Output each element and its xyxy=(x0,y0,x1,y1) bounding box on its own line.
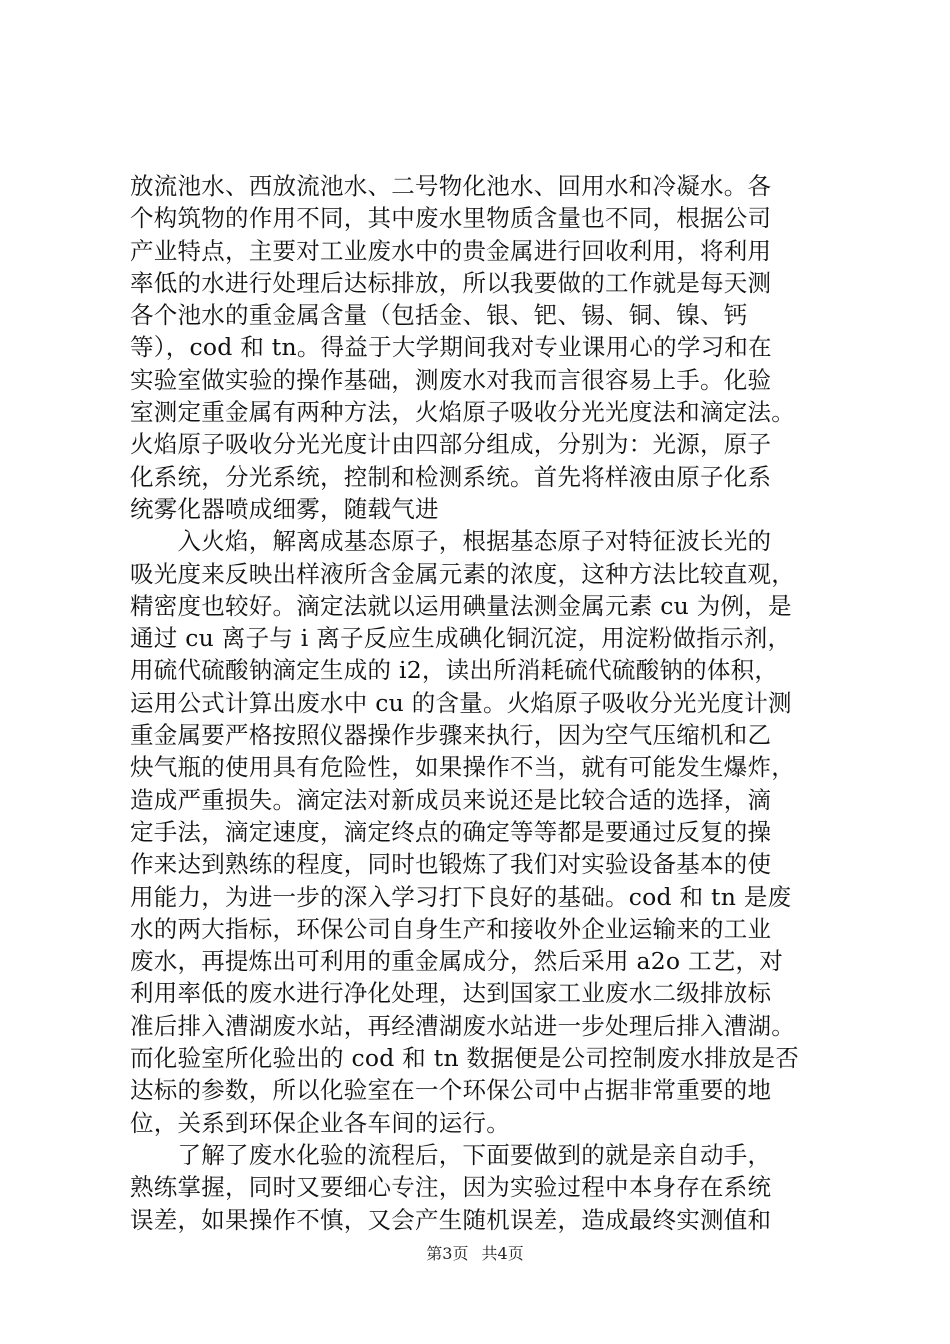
text-line: 造成严重损失。滴定法对新成员来说还是比较合适的选择，滴 xyxy=(130,785,772,814)
text-line: 吸光度来反映出样液所含金属元素的浓度，这种方法比较直观， xyxy=(130,559,795,588)
text-line: 误差，如果操作不慎，又会产生随机误差，造成最终实测值和 xyxy=(130,1205,772,1234)
text-line: 位，关系到环保企业各车间的运行。 xyxy=(130,1108,510,1137)
text-line: 产业特点，主要对工业废水中的贵金属进行回收利用，将利用 xyxy=(130,236,772,265)
text-line: 入火焰，解离成基态原子，根据基态原子对特征波长光的 xyxy=(130,527,772,556)
text-line: 率低的水进行处理后达标排放，所以我要做的工作就是每天测 xyxy=(130,268,772,297)
text-line: 准后排入漕湖废水站，再经漕湖废水站进一步处理后排入漕湖。 xyxy=(130,1011,795,1040)
text-line: 达标的参数，所以化验室在一个环保公司中占据非常重要的地 xyxy=(130,1076,772,1105)
text-line: 火焰原子吸收分光光度计由四部分组成，分别为：光源，原子 xyxy=(130,430,772,459)
text-line: 熟练掌握，同时又要细心专注，因为实验过程中本身存在系统 xyxy=(130,1173,772,1202)
paragraph-2 xyxy=(130,525,840,1139)
text-line: 用能力，为进一步的深入学习打下良好的基础。cod 和 tn 是废 xyxy=(130,882,792,911)
text-line: 个构筑物的作用不同，其中废水里物质含量也不同，根据公司 xyxy=(130,204,772,233)
text-line: 等），cod 和 tn。得益于大学期间我对专业课用心的学习和在 xyxy=(130,333,772,362)
text-line: 各个池水的重金属含量（包括金、银、钯、锡、铜、镍、钙 xyxy=(130,301,748,330)
document-body xyxy=(130,170,840,1236)
text-line: 重金属要严格按照仪器操作步骤来执行，因为空气压缩机和乙 xyxy=(130,721,772,750)
text-line: 炔气瓶的使用具有危险性，如果操作不当，就有可能发生爆炸， xyxy=(130,753,795,782)
text-line: 了解了废水化验的流程后，下面要做到的就是亲自动手， xyxy=(130,1140,772,1169)
paragraph-3 xyxy=(130,1139,840,1236)
page-total: 共4页 xyxy=(481,1244,524,1263)
page-footer xyxy=(0,1244,950,1264)
text-line: 放流池水、西放流池水、二号物化池水、回用水和冷凝水。各 xyxy=(130,172,772,200)
text-line: 水的两大指标，环保公司自身生产和接收外企业运输来的工业 xyxy=(130,914,772,943)
text-line: 用硫代硫酸钠滴定生成的 i2，读出所消耗硫代硫酸钠的体积， xyxy=(130,656,779,685)
text-line: 运用公式计算出废水中 cu 的含量。火焰原子吸收分光光度计测 xyxy=(130,688,792,717)
text-line: 而化验室所化验出的 cod 和 tn 数据便是公司控制废水排放是否 xyxy=(130,1044,800,1073)
text-line: 通过 cu 离子与 i 离子反应生成碘化铜沉淀，用淀粉做指示剂， xyxy=(130,624,792,653)
text-line: 统雾化器喷成细雾，随载气进 xyxy=(130,494,439,523)
text-line: 作来达到熟练的程度，同时也锻炼了我们对实验设备基本的使 xyxy=(130,850,772,879)
text-line: 室测定重金属有两种方法，火焰原子吸收分光光度法和滴定法。 xyxy=(130,398,795,427)
text-line: 利用率低的废水进行净化处理，达到国家工业废水二级排放标 xyxy=(130,979,772,1008)
paragraph-1 xyxy=(130,170,840,525)
text-line: 实验室做实验的操作基础，测废水对我而言很容易上手。化验 xyxy=(130,365,772,394)
page-number: 第3页 xyxy=(426,1244,469,1263)
text-line: 精密度也较好。滴定法就以运用碘量法测金属元素 cu 为例，是 xyxy=(130,591,792,620)
text-line: 化系统，分光系统，控制和检测系统。首先将样液由原子化系 xyxy=(130,462,772,491)
text-line: 定手法，滴定速度，滴定终点的确定等等都是要通过反复的操 xyxy=(130,817,772,846)
text-line: 废水，再提炼出可利用的重金属成分，然后采用 a2o 工艺，对 xyxy=(130,947,784,976)
